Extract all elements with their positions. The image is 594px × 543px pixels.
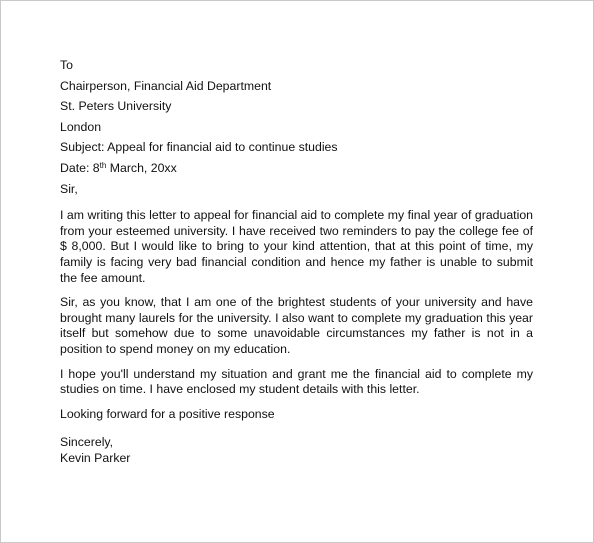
paragraph-2: Sir, as you know, that I am one of the brightest students of your university and have brought many laurels for the university. I also want to complete my graduation this year itself but somehow due to some unavoidable circumstances my father is not in a position to spend money on my education.	[60, 295, 533, 356]
salutation: Sir,	[60, 181, 78, 196]
city-name: London	[60, 119, 102, 134]
closing-line: Looking forward for a positive response	[60, 406, 275, 421]
to-label: To	[60, 58, 73, 72]
university-name: St. Peters University	[60, 99, 172, 114]
paragraph-1: I am writing this letter to appeal for financial aid to complete my final year of graduation from your esteemed university. I have received two reminders to pay the college fee of $ 8,000. But I would like to bring to your kind attention, that at this point of time, my family is facing very bad financial condition and hence my father is unable to submit the fee amount.	[60, 208, 533, 285]
subject-line: Subject: Appeal for financial aid to continue studies	[60, 140, 338, 155]
date-prefix: Date: 8	[60, 160, 100, 175]
recipient-title: Chairperson, Financial Aid Department	[60, 78, 272, 93]
sign-off: Sincerely,	[60, 435, 114, 450]
date-suffix: March, 20xx	[106, 160, 177, 175]
paragraph-3: I hope you'll understand my situation and grant me the financial aid to complete my studies on time. I have enclosed my student details with this letter.	[60, 366, 533, 397]
date-line	[60, 158, 533, 179]
date-superscript: th	[99, 160, 107, 170]
signer-name: Kevin Parker	[60, 450, 131, 465]
letter-body	[60, 55, 533, 466]
